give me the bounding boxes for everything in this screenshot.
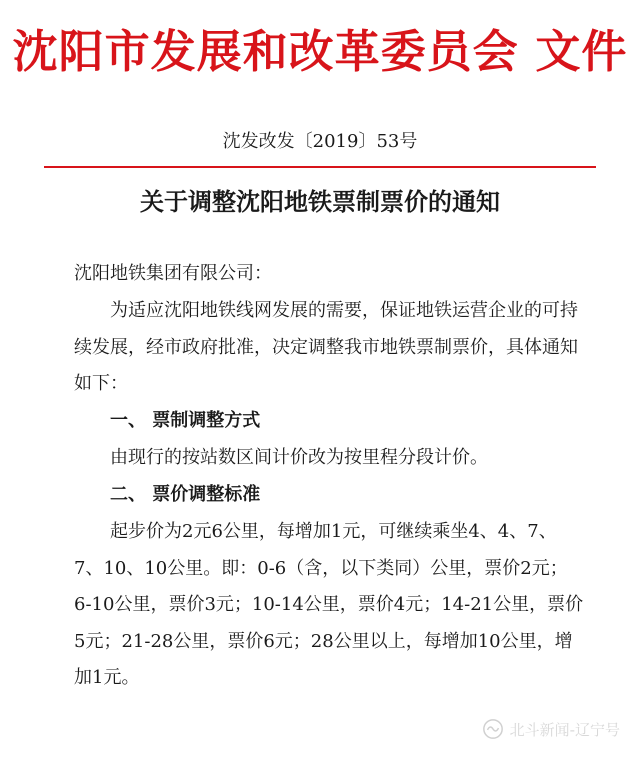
document-number: 沈发改发〔2019〕53号 (222, 131, 418, 152)
section2-text: 起步价为2元6公里，每增加1元，可继续乘坐4、4、7、7、10、10公里。即：0-6（含，以下类同）公里，票价2元；6-10公里，票价3元；10-14公里，票价4元；14-21公里，票价5元；21-28公里，票价6元；28公里以上，每增加10公里，增加1元。 (74, 521, 584, 688)
red-divider (44, 166, 596, 168)
section1-text: 由现行的按站数区间计价改为按里程分段计价。 (110, 447, 488, 468)
section1-heading: 一、 票制调整方式 (110, 410, 261, 431)
notice-title: 关于调整沈阳地铁票制票价的通知 (140, 188, 500, 216)
issuer-header: 沈阳市发展和改革委员会 文件 (12, 25, 628, 78)
recipient-line: 沈阳地铁集团有限公司： (74, 263, 272, 284)
wechat-channel-icon (482, 718, 504, 740)
watermark-text: 北斗新闻-辽宁号 (509, 720, 620, 739)
intro-paragraph: 为适应沈阳地铁线网发展的需要，保证地铁运营企业的可持续发展，经市政府批准，决定调整我市地铁票制票价，具体通知如下： (74, 300, 578, 394)
source-watermark (482, 718, 620, 740)
section2-heading: 二、 票价调整标准 (110, 484, 261, 505)
